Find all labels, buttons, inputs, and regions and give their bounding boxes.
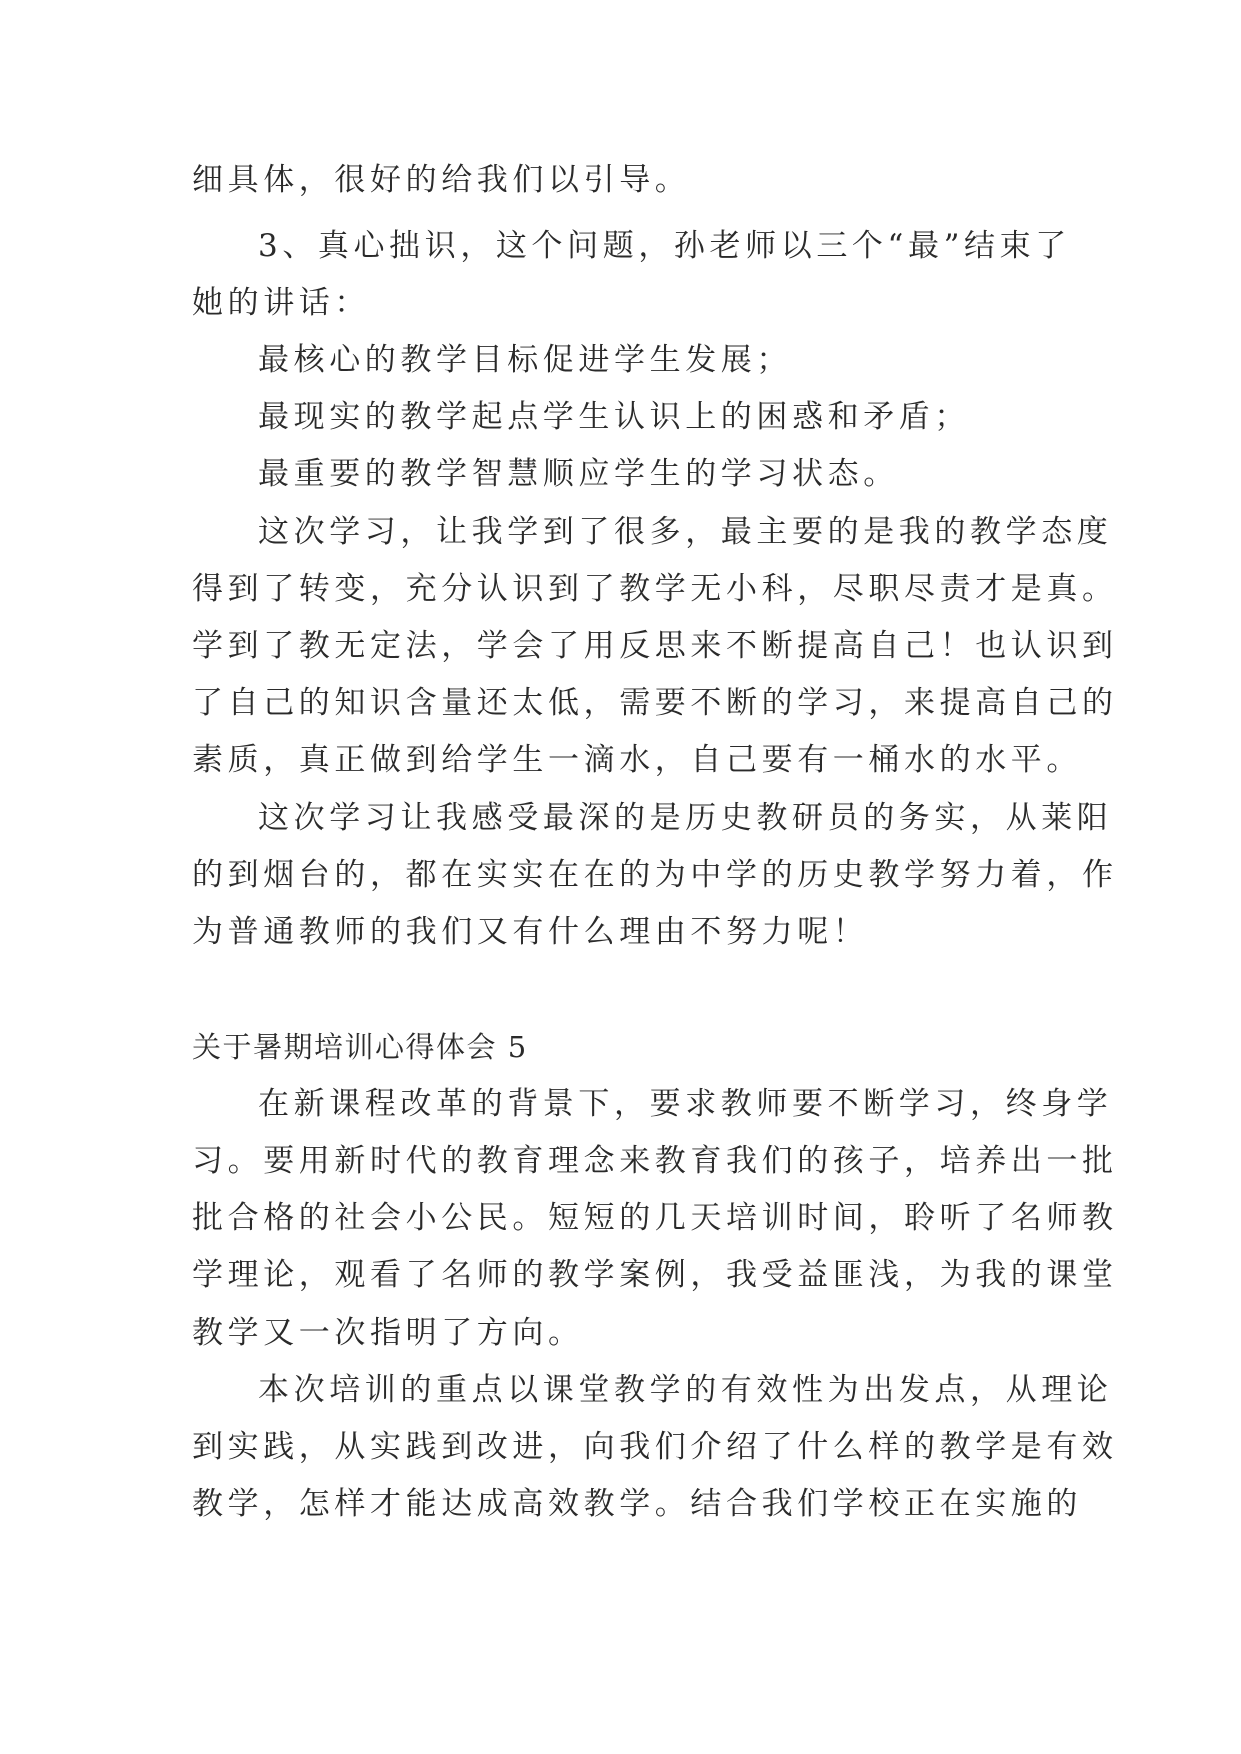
paragraph-line: 得到了转变，充分认识到了教学无小科，尽职尽责才是真。 xyxy=(192,571,1118,607)
paragraph-line: 学到了教无定法，学会了用反思来不断提高自己！也认识到 xyxy=(192,628,1118,664)
paragraph-line: 教学，怎样才能达成高效教学。结合我们学校正在实施的 xyxy=(192,1486,1082,1522)
paragraph-line: 细具体，很好的给我们以引导。 xyxy=(192,162,691,198)
quote-line-1: 最核心的教学目标促进学生发展； xyxy=(258,342,792,378)
point-3-line: 她的讲话： xyxy=(192,285,370,321)
paragraph-line: 的到烟台的，都在实实在在的为中学的历史教学努力着，作 xyxy=(192,857,1118,893)
paragraph-line: 为普通教师的我们又有什么理由不努力呢！ xyxy=(192,914,869,950)
paragraph-line: 学理论，观看了名师的教学案例，我受益匪浅，为我的课堂 xyxy=(192,1257,1118,1293)
paragraph-line: 了自己的知识含量还太低，需要不断的学习，来提高自己的 xyxy=(192,685,1118,721)
paragraph-line: 批合格的社会小公民。短短的几天培训时间，聆听了名师教 xyxy=(192,1200,1118,1236)
paragraph-line: 习。要用新时代的教育理念来教育我们的孩子，培养出一批 xyxy=(192,1143,1118,1179)
quote-line-2: 最现实的教学起点学生认识上的困惑和矛盾； xyxy=(258,399,970,435)
paragraph-line: 到实践，从实践到改进，向我们介绍了什么样的教学是有效 xyxy=(192,1429,1118,1465)
point-3-line: 3、真心拙识，这个问题，孙老师以三个“最”结束了 xyxy=(258,228,1071,264)
paragraph-line: 教学又一次指明了方向。 xyxy=(192,1315,584,1351)
paragraph-line: 素质，真正做到给学生一滴水，自己要有一桶水的水平。 xyxy=(192,742,1082,778)
paragraph-line: 这次学习，让我学到了很多，最主要的是我的教学态度 xyxy=(258,514,1113,550)
paragraph-line: 在新课程改革的背景下，要求教师要不断学习，终身学 xyxy=(258,1086,1113,1122)
paragraph-line: 本次培训的重点以课堂教学的有效性为出发点，从理论 xyxy=(258,1372,1113,1408)
section-title: 关于暑期培训心得体会 5 xyxy=(192,1030,528,1064)
quote-line-3: 最重要的教学智慧顺应学生的学习状态。 xyxy=(258,456,899,492)
paragraph-line: 这次学习让我感受最深的是历史教研员的务实，从莱阳 xyxy=(258,800,1113,836)
